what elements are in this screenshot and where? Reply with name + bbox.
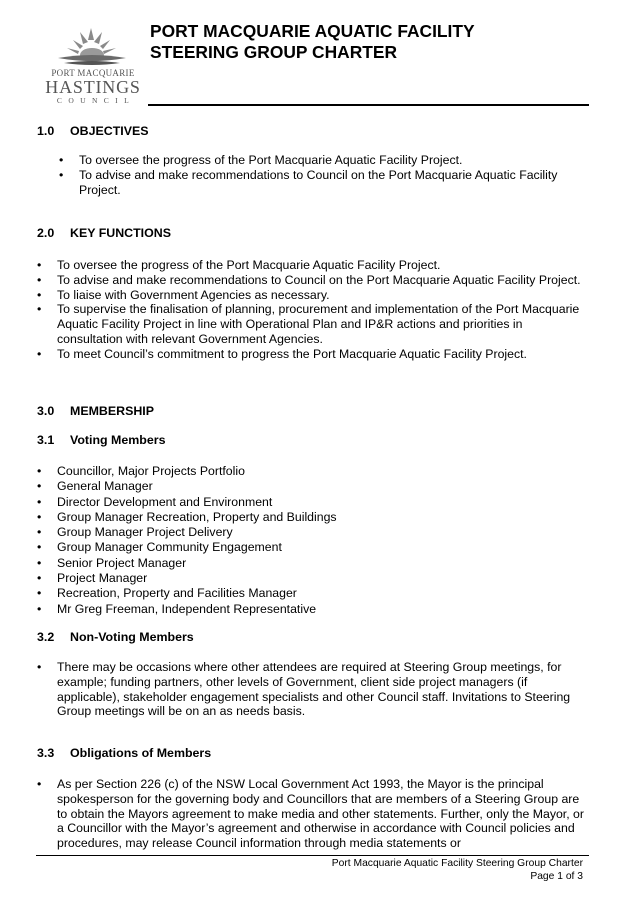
section-title: Non-Voting Members [70, 630, 194, 644]
list-item: • Project Manager [36, 571, 591, 586]
section-heading-membership [37, 404, 154, 419]
section-title: Obligations of Members [70, 746, 212, 760]
section-heading-obligations [37, 746, 211, 761]
list-item: • General Manager [36, 479, 591, 494]
key-functions-list [36, 258, 591, 362]
obligations-list [36, 777, 591, 851]
section-number: 3.1 [37, 433, 55, 447]
list-item: • To meet Council’s commitment to progress the Port Macquarie Aquatic Facility Project. [36, 347, 591, 362]
document-title [150, 21, 475, 63]
section-number: 3.2 [37, 630, 55, 644]
list-item: • Director Development and Environment [36, 495, 591, 510]
title-divider [148, 104, 589, 106]
list-item: • To oversee the progress of the Port Macquarie Aquatic Facility Project. [58, 153, 578, 168]
section-title: MEMBERSHIP [70, 404, 154, 418]
list-item: • To supervise the finalisation of planning, procurement and implementation of the Port Macquarie Aquatic Facility Project in line with Operational Plan and IP&R actions and priorities in consultation with relevant Government Agencies. [36, 302, 591, 346]
section-heading-non-voting-members [37, 630, 194, 645]
council-logo-text [38, 68, 148, 105]
list-item: • Group Manager Community Engagement [36, 540, 591, 555]
list-item: • To oversee the progress of the Port Macquarie Aquatic Facility Project. [36, 258, 591, 273]
section-heading-key-functions [37, 226, 171, 241]
section-number: 3.0 [37, 404, 55, 418]
list-item: • Group Manager Recreation, Property and Buildings [36, 510, 591, 525]
list-item: • Mr Greg Freeman, Independent Representative [36, 602, 591, 617]
section-number: 1.0 [37, 124, 55, 138]
list-item: • To advise and make recommendations to Council on the Port Macquarie Aquatic Facility Project. [36, 273, 591, 288]
section-title: KEY FUNCTIONS [70, 226, 171, 240]
list-item: • Senior Project Manager [36, 556, 591, 571]
footer-document-name: Port Macquarie Aquatic Facility Steering Group Charter [331, 858, 583, 869]
voting-members-list [36, 464, 591, 617]
list-item: • There may be occasions where other attendees are required at Steering Group meetings, for example; funding partners, other levels of Government, client side project managers (if applicable), stakeholder engagement specialists and other Council staff. Invitations to Steering Group meetings will be on an as needs basis. [36, 660, 591, 719]
logo-line-3: COUNCIL [56, 96, 136, 105]
list-item: • To liaise with Government Agencies as necessary. [36, 288, 591, 303]
section-heading-objectives [37, 124, 149, 139]
list-item: • Recreation, Property and Facilities Manager [36, 586, 591, 601]
title-line-1: PORT MACQUARIE AQUATIC FACILITY [150, 21, 475, 41]
list-item: • Councillor, Major Projects Portfolio [36, 464, 591, 479]
page-footer [332, 857, 583, 883]
list-item: • Group Manager Project Delivery [36, 525, 591, 540]
logo-line-1: PORT MACQUARIE [51, 68, 135, 78]
section-heading-voting-members [37, 433, 165, 448]
footer-page-number: Page 1 of 3 [530, 871, 583, 882]
logo-line-2: HASTINGS [45, 77, 141, 97]
list-item: • To advise and make recommendations to Council on the Port Macquarie Aquatic Facility Project. [58, 168, 578, 198]
section-number: 3.3 [37, 746, 55, 760]
objectives-list [58, 153, 578, 197]
section-title: Voting Members [70, 433, 166, 447]
footer-divider [36, 855, 589, 856]
section-title: OBJECTIVES [70, 124, 149, 138]
section-number: 2.0 [37, 226, 55, 240]
non-voting-members-list [36, 660, 591, 719]
list-item: • As per Section 226 (c) of the NSW Local Government Act 1993, the Mayor is the principal spokesperson for the governing body and Councillors that are members of a Steering Group are to obtain the Mayors agreement to make media and other statements. Further, only the Mayor, or a Councillor with the Mayor’s agreement and otherwise in accordance with Council policies and procedures, may release Council information through media statements or [36, 777, 591, 851]
title-line-2: STEERING GROUP CHARTER [150, 42, 398, 62]
